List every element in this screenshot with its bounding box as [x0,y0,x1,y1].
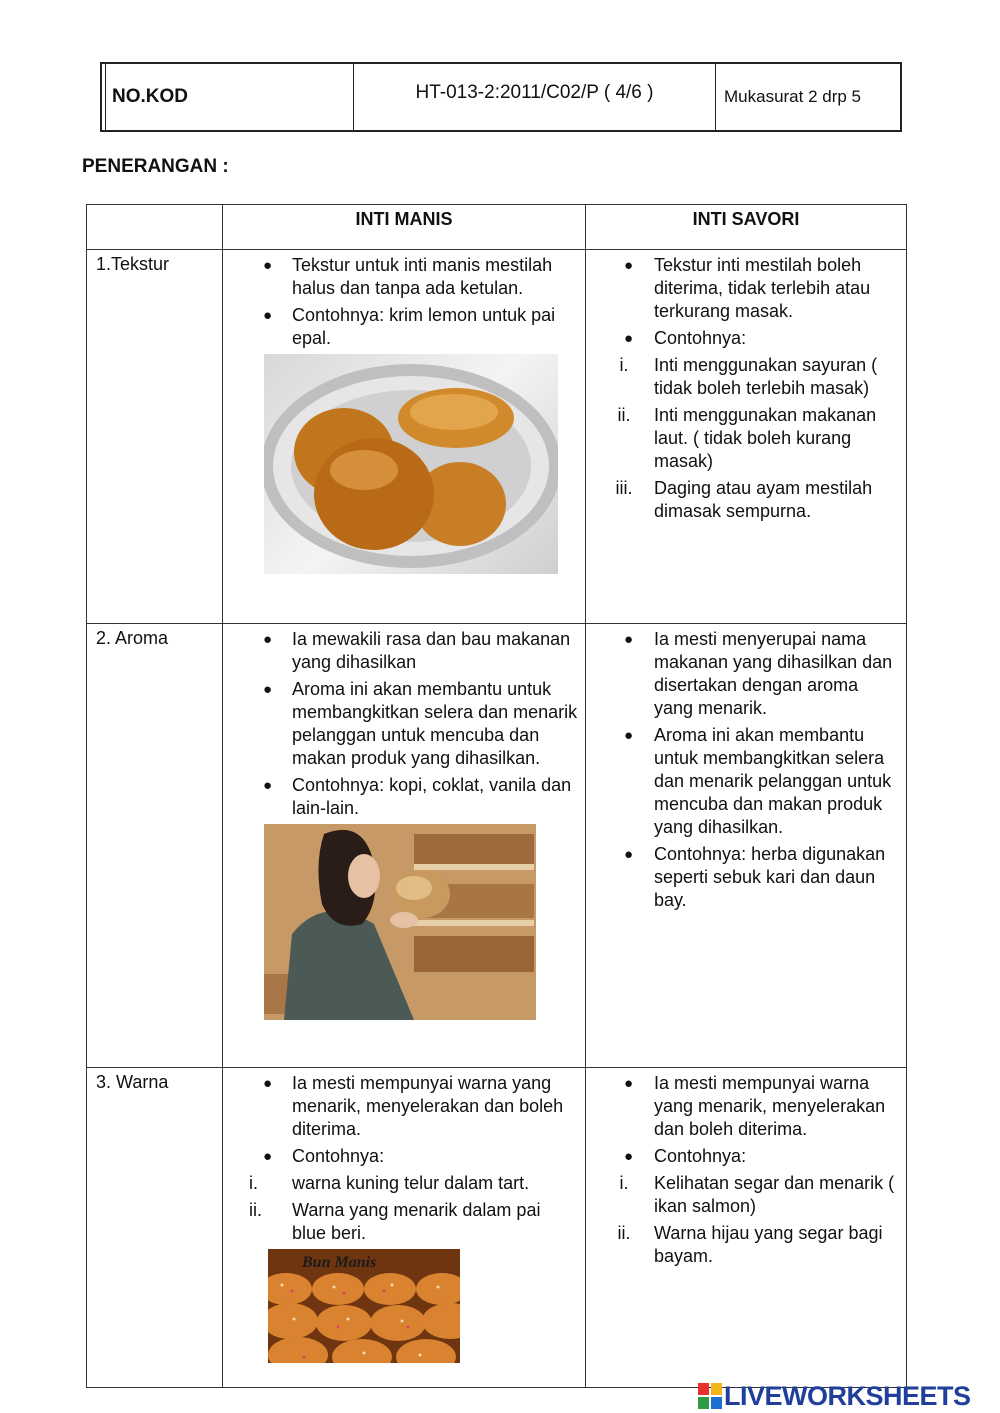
header-inti-manis: INTI MANIS [223,205,586,250]
list-item: ● Contohnya: krim lemon untuk pai epal. [263,305,556,348]
document-code-header [100,62,902,132]
savori-cell [586,624,907,1068]
list-item: i. Kelihatan segar dan menarik ( ikan salmon) [619,1173,895,1216]
list-item: i. Inti menggunakan sayuran ( tidak boleh terlebih masak) [619,355,878,398]
table-row-warna [87,1068,907,1388]
page-number: Mukasurat 2 drp 5 [724,87,862,106]
criteria-table [86,204,907,1388]
manis-cell [223,624,586,1068]
list-item: ● Contohnya: [624,328,747,348]
list-item: ● Contohnya: kopi, coklat, vanila dan lain-lain. [263,775,572,818]
table-row-tekstur [87,250,907,624]
list-item: ● Contohnya: [263,1146,385,1166]
list-item: ● Tekstur untuk inti manis mestilah halus dan tanpa ada ketulan. [263,255,553,298]
manis-cell [223,250,586,624]
criterion-label: 3. Warna [87,1068,223,1388]
section-title: PENERANGAN : [82,156,229,177]
woman-smelling-bread-photo [264,824,536,1020]
header-criteria [87,205,223,250]
savori-cell [586,250,907,624]
bun-caption: Bun Manis [302,1254,377,1271]
list-item: ● Ia mesti mempunyai warna yang menarik, menyelerakan dan boleh diterima. [624,1073,886,1139]
table-header-row [87,205,907,250]
list-item: ● Contohnya: herba digunakan seperti sebuk kari dan daun bay. [624,844,886,910]
list-item: ● Ia mewakili rasa dan bau makanan yang dihasilkan [263,629,571,672]
liveworksheets-logo-icon [698,1383,722,1409]
list-item: ● Ia mesti menyerupai nama makanan yang dihasilkan dan disertakan dengan aroma yang menarik. [624,629,893,718]
list-item: ii. Inti menggunakan makanan laut. ( tidak boleh kurang masak) [617,405,877,471]
liveworksheets-logo [698,1381,994,1411]
list-item: ● Aroma ini akan membantu untuk membangkitkan selera dan menarik pelanggan untuk mencuba dan makan produk yang dihasilkan. [624,725,892,837]
list-item: ii. Warna yang menarik dalam pai blue beri. [249,1200,541,1243]
manis-cell [223,1068,586,1388]
code-label: NO.KOD [102,64,354,130]
sweet-buns-photo [268,1249,460,1363]
list-item: ● Tekstur inti mestilah boleh diterima, tidak terlebih atau terkurang masak. [624,255,871,321]
bread-rolls-photo [264,354,558,574]
criterion-label: 2. Aroma [87,624,223,1068]
savori-cell [586,1068,907,1388]
list-item: ● Ia mesti mempunyai warna yang menarik, menyelerakan dan boleh diterima. [263,1073,564,1139]
code-value: HT-013-2:2011/C02/P ( 4/6 ) [354,64,716,130]
list-item: ii. Warna hijau yang segar bagi bayam. [617,1223,883,1266]
list-item: ● Contohnya: [624,1146,747,1166]
list-item: i. warna kuning telur dalam tart. [249,1173,530,1193]
list-item: iii. Daging atau ayam mestilah dimasak sempurna. [615,478,873,521]
table-row-aroma [87,624,907,1068]
liveworksheets-brand-name: LIVEWORKSHEETS [724,1380,971,1411]
header-inti-savori: INTI SAVORI [586,205,907,250]
list-item: ● Aroma ini akan membantu untuk membangkitkan selera dan menarik pelanggan untuk mencuba dan makan produk yang dihasilkan. [263,679,578,768]
criterion-label: 1.Tekstur [87,250,223,624]
